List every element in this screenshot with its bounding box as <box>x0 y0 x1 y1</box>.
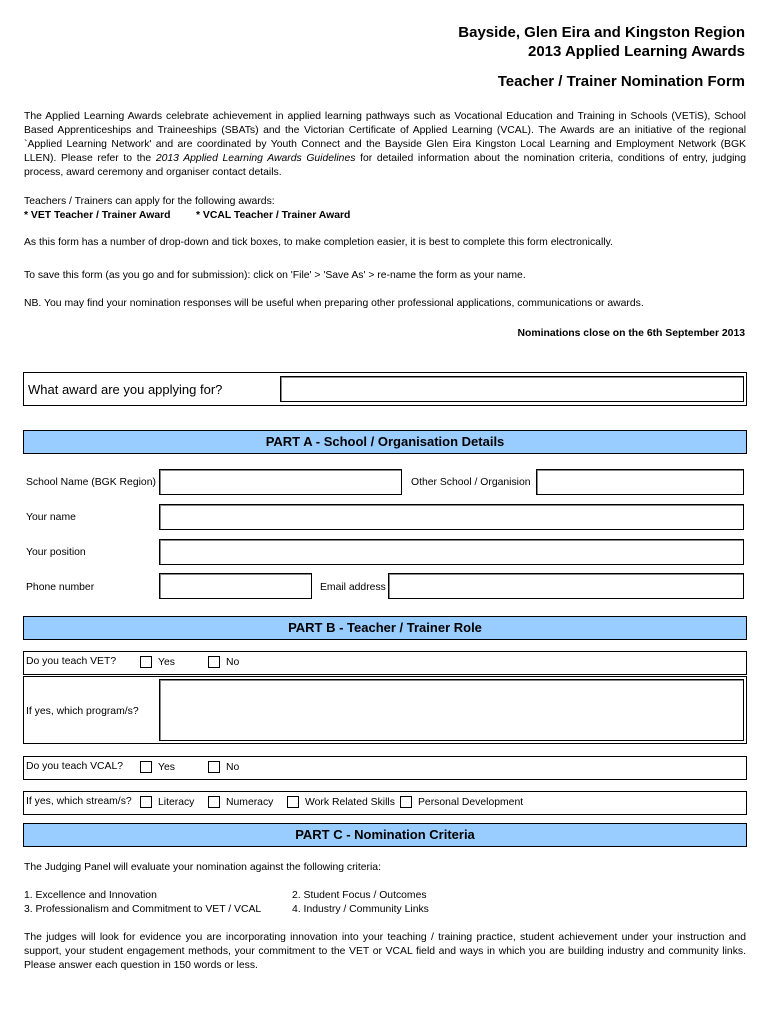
vcal-question-row <box>23 756 747 780</box>
stream-work-related-option[interactable] <box>287 796 395 808</box>
stream-personal-development-label: Personal Development <box>418 796 524 808</box>
email-input[interactable] <box>388 573 744 599</box>
vet-yes-checkbox[interactable] <box>140 656 152 668</box>
intro-paragraph: The Applied Learning Awards celebrate achievement in applied learning pathways such as Vocational Education and Training in Schools (VETiS), School Based Apprenticeships and Traineeships (SBATs) and the Victorian Certificate of Applied Learning (VCAL). The Awards are an initiative of the regional `Applied Learning Network' and are coordinated by Youth Connect and the Bayside Glen Eira Kingston Local Learning and Employment Network (BGK LLEN). Please refer to the 2013 Applied Learning Awards Guidelines for detailed information about the nomination criteria, conditions of entry, judging process, award ceremony and organiser contact details. <box>24 111 746 178</box>
vet-no-label: No <box>226 656 240 668</box>
stream-numeracy-option[interactable] <box>208 796 273 808</box>
vcal-question-label: Do you teach VCAL? <box>26 761 124 772</box>
stream-personal-development-checkbox[interactable] <box>400 796 412 808</box>
your-position-label: Your position <box>26 547 86 558</box>
vet-yes-label: Yes <box>158 656 175 668</box>
judges-paragraph: The judges will look for evidence you are incorporating innovation into your teaching / training practice, student achievement under your instruction and support, your student engagement methods, your commitment to the VET or VCAL field and ways in which you are building industry and community links. Please answer each question in 150 words or less. <box>24 932 746 971</box>
apply-intro: Teachers / Trainers can apply for the following awards: <box>24 196 275 207</box>
award-vet-item: * VET Teacher / Trainer Award <box>24 210 171 221</box>
vcal-no-option[interactable] <box>208 761 239 773</box>
guidelines-reference: 2013 Applied Learning Awards Guidelines <box>155 153 356 164</box>
stream-work-related-label: Work Related Skills <box>305 796 395 808</box>
vcal-no-checkbox[interactable] <box>208 761 220 773</box>
phone-label: Phone number <box>26 582 95 593</box>
nb-note: NB. You may find your nomination responses will be useful when preparing other professional applications, communications or awards. <box>24 298 644 309</box>
stream-literacy-label: Literacy <box>158 796 195 808</box>
award-question-label: What award are you applying for? <box>28 382 223 397</box>
part-b-header: PART B - Teacher / Trainer Role <box>23 616 747 640</box>
vet-question-row <box>23 651 747 675</box>
vet-no-option[interactable] <box>208 656 239 668</box>
form-title: Teacher / Trainer Nomination Form <box>497 73 745 90</box>
phone-input[interactable] <box>159 573 312 599</box>
part-a-header: PART A - School / Organisation Details <box>23 430 747 454</box>
dropdown-note: As this form has a number of drop-down and tick boxes, to make completion easier, it is best to complete this form electronically. <box>24 237 613 248</box>
school-name-select[interactable] <box>159 469 402 495</box>
stream-personal-development-option[interactable] <box>400 796 523 808</box>
award-select[interactable] <box>280 376 744 402</box>
save-note: To save this form (as you go and for submission): click on 'File' > 'Save As' > re-name the form as your name. <box>24 270 526 281</box>
other-school-input[interactable] <box>536 469 744 495</box>
vcal-yes-checkbox[interactable] <box>140 761 152 773</box>
your-name-input[interactable] <box>159 504 744 530</box>
your-name-label: Your name <box>26 512 76 523</box>
criterion-3: 3. Professionalism and Commitment to VET / VCAL <box>24 904 262 915</box>
region-title: Bayside, Glen Eira and Kingston Region <box>458 24 745 41</box>
judging-intro: The Judging Panel will evaluate your nomination against the following criteria: <box>24 862 381 873</box>
award-question-row <box>23 372 747 406</box>
part-c-header: PART C - Nomination Criteria <box>23 823 747 847</box>
vcal-stream-label: If yes, which stream/s? <box>26 796 132 807</box>
your-position-input[interactable] <box>159 539 744 565</box>
school-name-label: School Name (BGK Region) <box>26 477 156 488</box>
other-school-label: Other School / Organision <box>411 477 531 488</box>
stream-numeracy-label: Numeracy <box>226 796 274 808</box>
vet-program-label: If yes, which program/s? <box>26 706 139 717</box>
stream-literacy-option[interactable] <box>140 796 194 808</box>
vcal-yes-label: Yes <box>158 761 175 773</box>
criterion-1: 1. Excellence and Innovation <box>24 890 157 901</box>
vet-program-textarea[interactable] <box>159 679 744 741</box>
awards-title: 2013 Applied Learning Awards <box>527 43 745 60</box>
stream-literacy-checkbox[interactable] <box>140 796 152 808</box>
vet-question-label: Do you teach VET? <box>26 656 117 667</box>
vet-no-checkbox[interactable] <box>208 656 220 668</box>
award-vcal-item: * VCAL Teacher / Trainer Award <box>196 210 351 221</box>
email-label: Email address <box>320 582 386 593</box>
nominations-close: Nominations close on the 6th September 2013 <box>517 328 745 339</box>
vcal-yes-option[interactable] <box>140 761 175 773</box>
stream-work-related-checkbox[interactable] <box>287 796 299 808</box>
criterion-2: 2. Student Focus / Outcomes <box>292 890 427 901</box>
stream-numeracy-checkbox[interactable] <box>208 796 220 808</box>
criterion-4: 4. Industry / Community Links <box>292 904 429 915</box>
vcal-stream-row <box>23 791 747 815</box>
vcal-no-label: No <box>226 761 240 773</box>
vet-yes-option[interactable] <box>140 656 175 668</box>
